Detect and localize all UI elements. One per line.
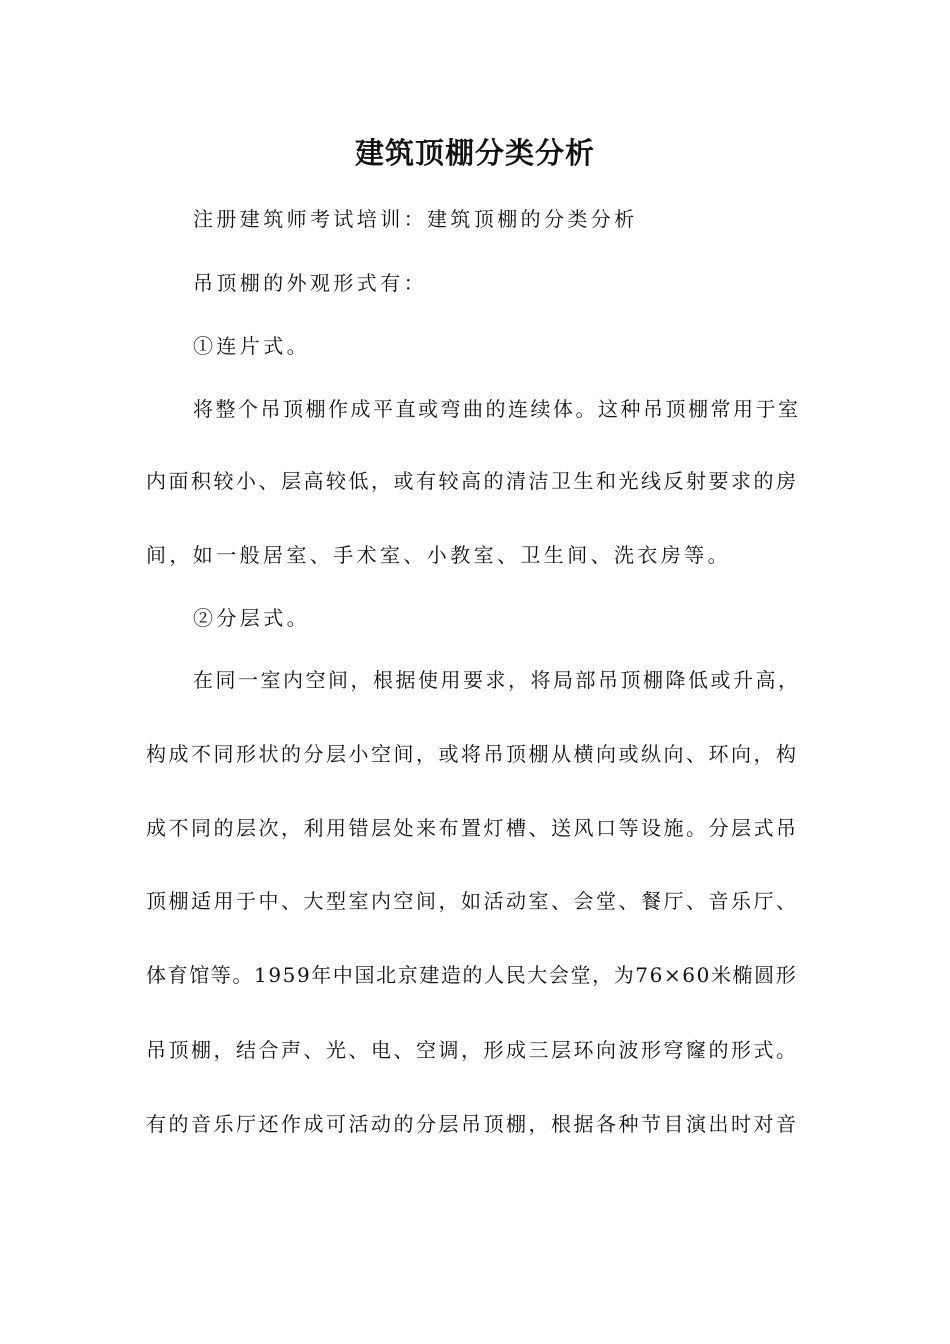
paragraph-line: 顶棚适用于中、大型室内空间，如活动室、会堂、餐厅、音乐厅、 <box>146 889 799 913</box>
paragraph-line: ②分层式。 <box>193 606 310 630</box>
paragraph-line: ①连片式。 <box>193 334 310 358</box>
paragraph-line: 吊顶棚的外观形式有： <box>193 271 427 295</box>
paragraph-line: 内面积较小、层高较低，或有较高的清洁卫生和光线反射要求的房 <box>146 469 799 493</box>
paragraph-line: 体育馆等。1959年中国北京建造的人民大会堂，为76×60米椭圆形 <box>146 963 798 987</box>
paragraph-line: 构成不同形状的分层小空间，或将吊顶棚从横向或纵向、环向，构 <box>146 742 799 766</box>
paragraph-line: 成不同的层次，利用错层处来布置灯槽、送风口等设施。分层式吊 <box>146 816 799 840</box>
paragraph-line: 在同一室内空间，根据使用要求，将局部吊顶棚降低或升高， <box>193 668 801 692</box>
paragraph-line: 间，如一般居室、手术室、小教室、卫生间、洗衣房等。 <box>146 543 731 567</box>
paragraph-line: 有的音乐厅还作成可活动的分层吊顶棚，根据各种节目演出时对音 <box>146 1112 799 1136</box>
document-title: 建筑顶棚分类分析 <box>354 136 595 170</box>
paragraph-line: 将整个吊顶棚作成平直或弯曲的连续体。这种吊顶棚常用于室 <box>193 397 801 421</box>
paragraph-line: 注册建筑师考试培训：建筑顶棚的分类分析 <box>193 207 638 231</box>
paragraph-line: 吊顶棚，结合声、光、电、空调，形成三层环向波形穹窿的形式。 <box>146 1038 799 1062</box>
